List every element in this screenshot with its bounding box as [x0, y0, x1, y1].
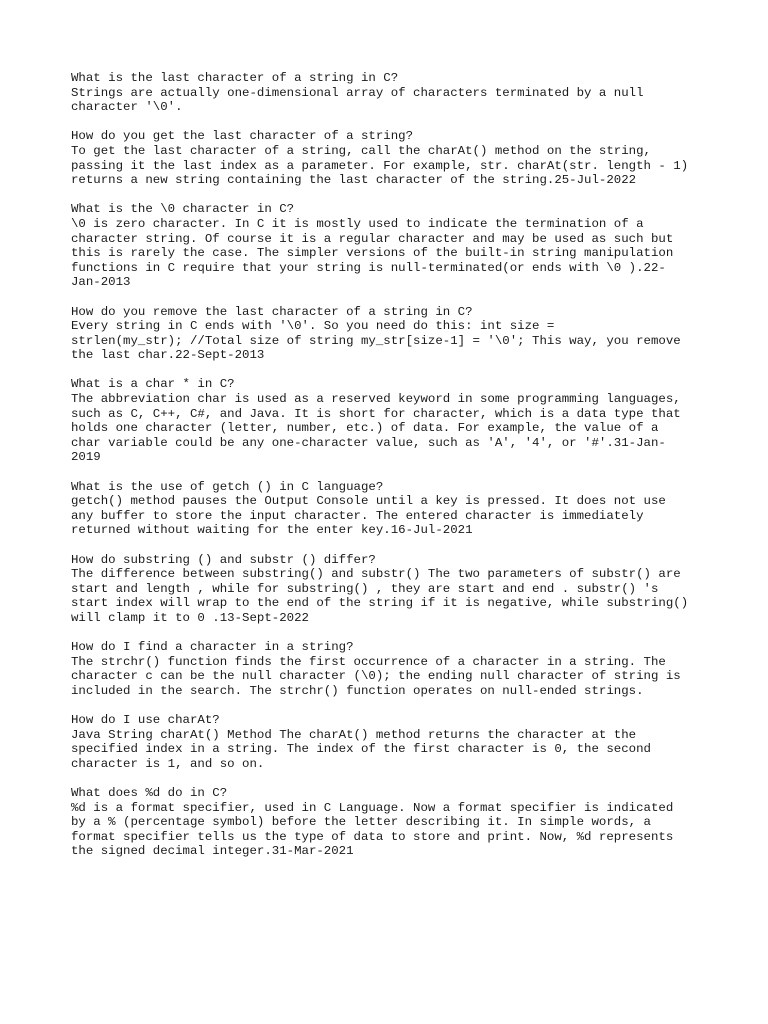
- faq-answer: Strings are actually one-dimensional array of characters terminated by a null character '\0'.: [71, 85, 644, 115]
- faq-question: What is the \0 character in C?: [71, 202, 295, 217]
- faq-question: What is the use of getch () in C language?: [71, 479, 384, 494]
- faq-question: What is the last character of a string in C?: [71, 71, 399, 85]
- faq-question: How do substring () and substr () differ?: [71, 552, 376, 567]
- faq-item: [71, 129, 711, 187]
- faq-question: What is a char * in C?: [71, 377, 235, 392]
- faq-answer: The difference between substring() and substr() The two parameters of substr() are start and length , while for substring() , they are start and end . substr() 's start index will wrap to the end of the string if it is negative, while substring() will clamp it to 0 .13-Sept-2022: [71, 567, 689, 625]
- faq-answer: The abbreviation char is used as a reserved keyword in some programming languages, such as C, C++, C#, and Java. It is short for character, which is a data type that holds one character (letter, number, etc.) of data. For example, the value of a char variable could be any one-character value, such as 'A', '4', or '#'.31-Jan- 2019: [71, 392, 681, 465]
- faq-answer: %d is a format specifier, used in C Language. Now a format specifier is indicated by a % (percentage symbol) before the letter describing it. In simple words, a format specifier tells us the type of data to store and print. Now, %d represents the signed decimal integer.31-Mar-2021: [71, 800, 674, 859]
- faq-answer: Every string in C ends with '\0'. So you need do this: int size = strlen(my_str); //Total size of string my_str[size-1] = '\0'; This way, you remove the last char.22-Sept-2013: [71, 319, 681, 363]
- faq-item: [71, 713, 711, 771]
- faq-question: How do you get the last character of a string?: [71, 129, 414, 144]
- faq-item: [71, 553, 711, 626]
- faq-question: How do I use charAt?: [71, 713, 220, 728]
- faq-item: [71, 71, 711, 115]
- faq-question: How do you remove the last character of a string in C?: [71, 304, 473, 319]
- faq-item: [71, 305, 711, 363]
- document-page: [71, 71, 711, 874]
- faq-item: [71, 377, 711, 465]
- faq-answer: \0 is zero character. In C it is mostly used to indicate the termination of a character string. Of course it is a regular character and may be used as such but this is rarely the case. The simpler versions of the built-in string manipulation functions in C require that your string is null-terminated(or ends with \0 ).22- Jan-2013: [71, 216, 674, 290]
- faq-item: [71, 202, 711, 290]
- faq-answer: The strchr() function finds the first occurrence of a character in a string. The character c can be the null character (\0); the ending null character of string is included in the search. The strchr() function operates on null-ended strings.: [71, 654, 681, 698]
- faq-item: [71, 480, 711, 538]
- faq-question: How do I find a character in a string?: [71, 640, 354, 655]
- faq-answer: getch() method pauses the Output Console until a key is pressed. It does not use any buffer to store the input character. The entered character is immediately returned without waiting for the enter key.16-Jul-2021: [71, 494, 666, 538]
- faq-item: [71, 640, 711, 698]
- faq-item: [71, 786, 711, 859]
- faq-answer: To get the last character of a string, call the charAt() method on the string, passing it the last index as a parameter. For example, str. charAt(str. length - 1) returns a new string containing the last character of the string.25-Jul-2022: [71, 143, 689, 188]
- faq-answer: Java String charAt() Method The charAt() method returns the character at the specified index in a string. The index of the first character is 0, the second character is 1, and so on.: [71, 727, 651, 771]
- faq-question: What does %d do in C?: [71, 786, 228, 801]
